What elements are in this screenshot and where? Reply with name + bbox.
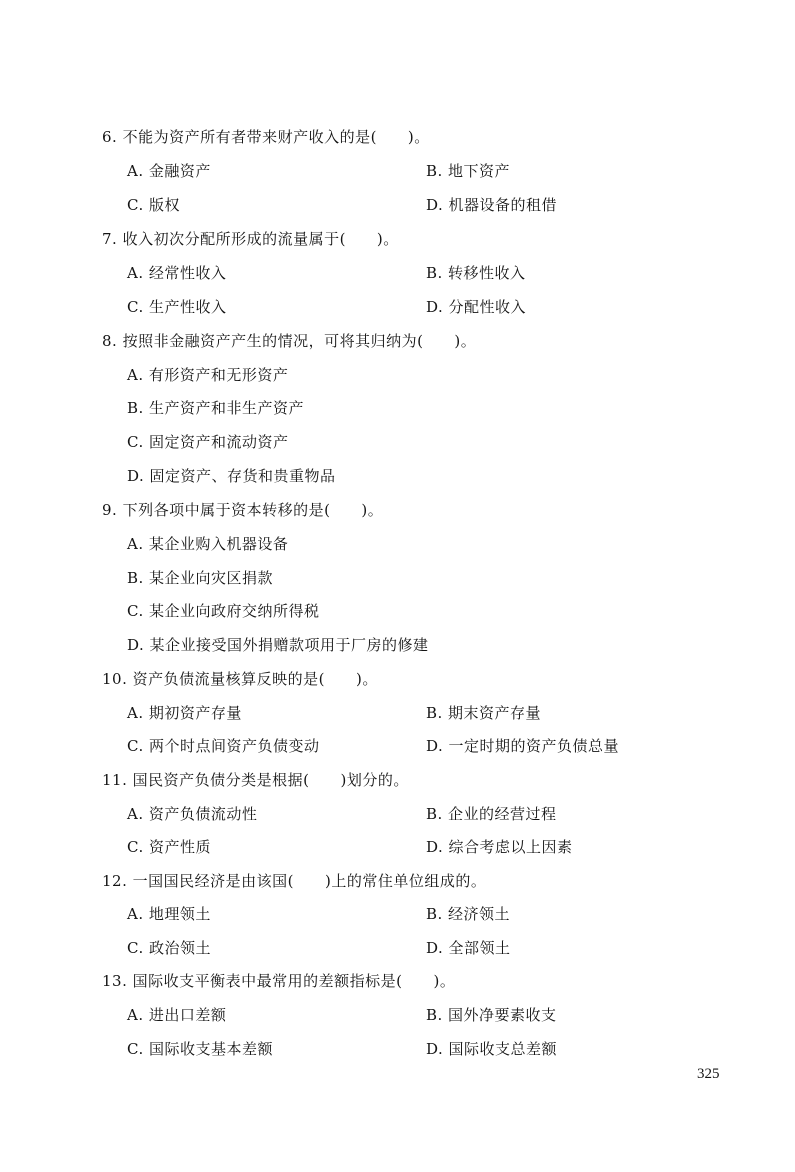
question-11-option-d: D. 综合考虑以上因素 bbox=[426, 838, 573, 856]
question-7-option-c: C. 生产性收入 bbox=[127, 298, 227, 316]
question-9-option-a: A. 某企业购入机器设备 bbox=[127, 535, 289, 553]
question-8-option-a: A. 有形资产和无形资产 bbox=[127, 366, 289, 384]
question-11-option-a: A. 资产负债流动性 bbox=[127, 805, 258, 823]
question-10-option-c: C. 两个时点间资产负债变动 bbox=[127, 737, 320, 755]
question-11-option-c: C. 资产性质 bbox=[127, 838, 211, 856]
question-10-option-b: B. 期末资产存量 bbox=[426, 704, 542, 722]
question-8-option-b: B. 生产资产和非生产资产 bbox=[127, 399, 305, 417]
question-11-option-b: B. 企业的经营过程 bbox=[426, 805, 557, 823]
question-11-stem: 11. 国民资产负债分类是根据( )划分的。 bbox=[102, 771, 409, 789]
question-10-option-d: D. 一定时期的资产负债总量 bbox=[426, 737, 620, 755]
question-7-option-d: D. 分配性收入 bbox=[426, 298, 527, 316]
question-12-option-a: A. 地理领土 bbox=[127, 905, 211, 923]
page-number: 325 bbox=[697, 1066, 720, 1082]
question-8-option-d: D. 固定资产、存货和贵重物品 bbox=[127, 467, 336, 485]
question-9-stem: 9. 下列各项中属于资本转移的是( )。 bbox=[102, 501, 384, 519]
question-10-option-a: A. 期初资产存量 bbox=[127, 704, 242, 722]
question-13-option-a: A. 进出口差额 bbox=[127, 1006, 227, 1024]
question-8-stem: 8. 按照非金融资产产生的情况，可将其归纳为( )。 bbox=[102, 332, 477, 350]
question-6-option-a: A. 金融资产 bbox=[127, 162, 211, 180]
question-12-option-b: B. 经济领土 bbox=[426, 905, 511, 923]
question-7-option-a: A. 经常性收入 bbox=[127, 264, 227, 282]
question-9-option-c: C. 某企业向政府交纳所得税 bbox=[127, 602, 320, 620]
question-7-option-b: B. 转移性收入 bbox=[426, 264, 526, 282]
question-12-option-d: D. 全部领土 bbox=[426, 939, 511, 957]
question-13-option-c: C. 国际收支基本差额 bbox=[127, 1040, 273, 1058]
question-10-stem: 10. 资产负债流量核算反映的是( )。 bbox=[102, 670, 378, 688]
question-13-option-d: D. 国际收支总差额 bbox=[426, 1040, 558, 1058]
question-6-stem: 6. 不能为资产所有者带来财产收入的是( )。 bbox=[102, 128, 430, 146]
question-8-option-c: C. 固定资产和流动资产 bbox=[127, 433, 289, 451]
question-6-option-b: B. 地下资产 bbox=[426, 162, 511, 180]
question-13-stem: 13. 国际收支平衡表中最常用的差额指标是( )。 bbox=[102, 972, 456, 990]
question-9-option-b: B. 某企业向灾区捐款 bbox=[127, 569, 274, 587]
question-7-stem: 7. 收入初次分配所形成的流量属于( )。 bbox=[102, 230, 399, 248]
question-12-stem: 12. 一国国民经济是由该国( )上的常住单位组成的。 bbox=[102, 872, 487, 890]
question-6-option-c: C. 版权 bbox=[127, 196, 180, 214]
question-13-option-b: B. 国外净要素收支 bbox=[426, 1006, 557, 1024]
question-12-option-c: C. 政治领土 bbox=[127, 939, 211, 957]
question-9-option-d: D. 某企业接受国外捐赠款项用于厂房的修建 bbox=[127, 636, 429, 654]
question-6-option-d: D. 机器设备的租借 bbox=[426, 196, 558, 214]
